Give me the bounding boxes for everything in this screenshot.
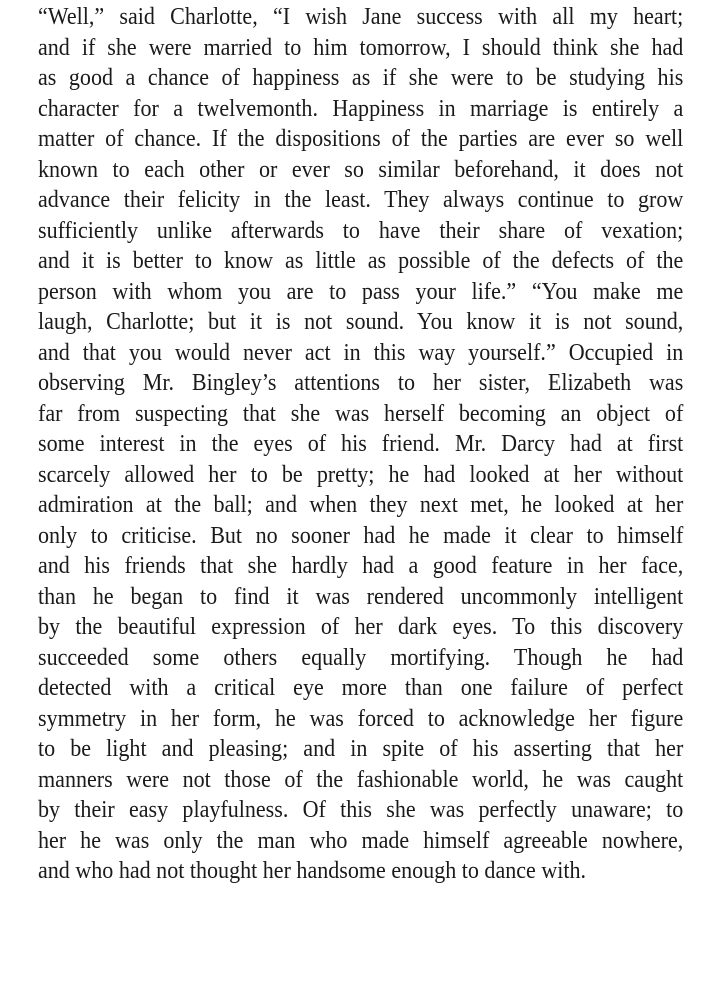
text-line: and his friends that she hardly had a good feature in her face,	[38, 552, 684, 579]
text-line: known to each other or ever so similar beforehand, it does not	[38, 155, 684, 183]
text-line: detected with a critical eye more than one failure of perfect	[38, 674, 684, 701]
text-line: character for a twelvemonth. Happiness in marriage is entirely a	[38, 94, 684, 122]
text-line: laugh, Charlotte; but it is not sound. You know it is not sound,	[38, 308, 684, 335]
text-line: symmetry in her form, he was forced to acknowledge her figure	[38, 704, 684, 732]
text-line: as good a chance of happiness as if she were to be studying his	[38, 64, 684, 91]
text-line: manners were not those of the fashionable world, he was caught	[38, 765, 684, 793]
text-line: advance their felicity in the least. They always continue to grow	[38, 186, 684, 213]
text-line: by the beautiful expression of her dark eyes. To this discovery	[38, 613, 684, 640]
page-body	[38, 2, 683, 887]
text-line: sufficiently unlike afterwards to have their share of vexation;	[38, 216, 684, 244]
text-line: her he was only the man who made himself agreeable nowhere,	[38, 826, 684, 854]
text-line: to be light and pleasing; and in spite of his asserting that her	[38, 735, 684, 762]
text-line: and that you would never act in this way yourself.” Occupied in	[38, 338, 684, 366]
text-line: person with whom you are to pass your life.” “You make me	[38, 277, 684, 305]
text-line: far from suspecting that she was herself becoming an object of	[38, 399, 684, 427]
text-line: by their easy playfulness. Of this she was perfectly unaware; to	[38, 796, 684, 823]
text-line-last: and who had not thought her handsome enough to dance with.	[38, 857, 587, 884]
text-line: only to criticise. But no sooner had he made it clear to himself	[38, 521, 684, 549]
text-line: admiration at the ball; and when they next met, he looked at her	[38, 491, 684, 518]
text-line: and if she were married to him tomorrow, I should think she had	[38, 33, 684, 61]
text-line: than he began to find it was rendered uncommonly intelligent	[38, 582, 684, 610]
text-line: “Well,” said Charlotte, “I wish Jane success with all my heart;	[38, 3, 684, 30]
text-line: and it is better to know as little as possible of the defects of the	[38, 247, 684, 274]
text-line: scarcely allowed her to be pretty; he had looked at her without	[38, 460, 684, 488]
text-line: observing Mr. Bingley’s attentions to her sister, Elizabeth was	[38, 369, 684, 396]
text-line: some interest in the eyes of his friend. Mr. Darcy had at first	[38, 430, 684, 457]
text-line: matter of chance. If the dispositions of the parties are ever so well	[38, 125, 684, 152]
text-line: succeeded some others equally mortifying. Though he had	[38, 643, 684, 671]
